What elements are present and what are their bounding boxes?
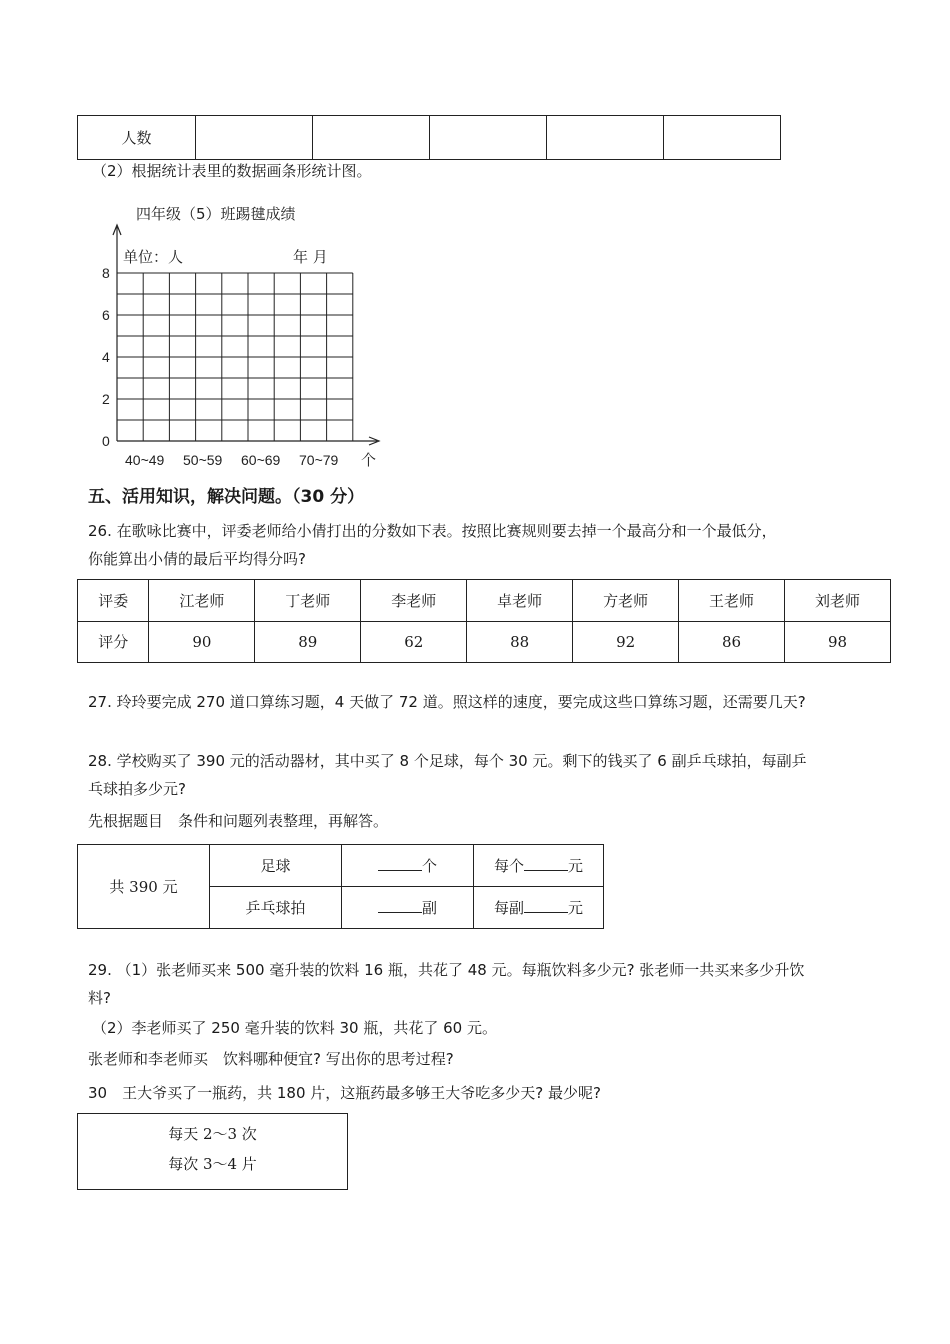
q25-part2-text: （2）根据统计表里的数据画条形统计图。 [92,162,372,180]
count-cell [342,887,474,929]
q30-info-box [77,1113,348,1190]
score-cell: 评分 [78,621,149,663]
total-cell: 共 390 元 [78,845,210,929]
score-cell: 92 [573,621,679,663]
chart-date-label: 年 月 [293,248,328,266]
header-cell: 丁老师 [255,580,361,622]
answer-blank[interactable] [378,856,422,871]
count-cell [342,845,474,887]
blank-cell [430,116,547,160]
answer-blank[interactable] [524,856,568,871]
x-tick-label: 70~79 [299,452,339,468]
blank-cell [196,116,313,160]
q29-line4: 张老师和李老师买 饮料哪种便宜? 写出你的思考过程? [88,1050,454,1068]
x-tick-label: 60~69 [241,452,281,468]
answer-blank[interactable] [378,898,422,913]
row-label-people: 人数 [78,116,196,160]
score-cell: 90 [149,621,255,663]
chart-unit-label: 单位：人 [123,248,184,266]
score-cell: 98 [785,621,891,663]
answer-blank[interactable] [524,898,568,913]
blank-cell [547,116,664,160]
chart-grid [117,273,353,441]
item-cell: 乒乓球拍 [210,887,342,929]
score-cell: 88 [467,621,573,663]
q29-line2: 料? [88,989,111,1007]
box-line-1: 每天 2～3 次 [168,1125,257,1143]
y-tick-label: 2 [102,391,110,407]
y-tick-label: 4 [102,349,110,365]
score-cell: 89 [255,621,361,663]
q28-organize-table [77,844,604,929]
prefix-text: 每副 [493,899,524,917]
blank-cell [313,116,430,160]
header-cell: 卓老师 [467,580,573,622]
prefix-text: 每个 [493,857,524,875]
section-5-title: 五、活用知识，解决问题。（30 分） [88,487,365,507]
y-tick-label: 6 [102,307,110,323]
score-cell: 86 [679,621,785,663]
unit-text: 元 [568,857,584,875]
stats-table [77,115,781,160]
blank-cell [664,116,781,160]
each-price-cell [474,887,604,929]
q26-line1: 26. 在歌咏比赛中，评委老师给小倩打出的分数如下表。按照比赛规则要去掉一个最高分和一个最低分， [88,522,777,540]
q30-text: 30 王大爷买了一瓶药，共 180 片，这瓶药最多够王大爷吃多少天? 最少呢? [88,1084,601,1102]
box-line-2: 每次 3～4 片 [168,1155,257,1173]
header-cell: 评委 [78,580,149,622]
y-tick-label: 8 [102,265,110,281]
bar-chart [90,195,390,475]
table-row [78,580,891,622]
each-price-cell [474,845,604,887]
q26-line2: 你能算出小倩的最后平均得分吗? [88,550,306,568]
y-tick-label: 0 [102,433,110,449]
q29-line3: （2）李老师买了 250 毫升装的饮料 30 瓶，共花了 60 元。 [92,1019,497,1037]
chart-x-ticks [125,452,339,468]
table-row [78,845,604,887]
chart-y-ticks [102,265,110,449]
q27-text: 27. 玲玲要完成 270 道口算练习题，4 天做了 72 道。照这样的速度，要完成这些口算练习题，还需要几天? [88,693,806,711]
chart-x-unit: 个 [361,451,377,469]
header-cell: 江老师 [149,580,255,622]
chart-title: 四年级（5）班踢毽成绩 [136,205,296,223]
unit-text: 副 [421,899,437,917]
x-tick-label: 40~49 [125,452,165,468]
unit-text: 元 [568,899,584,917]
q28-line2: 乓球拍多少元? [88,780,186,798]
unit-text: 个 [421,857,437,875]
header-cell: 方老师 [573,580,679,622]
item-cell: 足球 [210,845,342,887]
q29-line1: 29. （1）张老师买来 500 毫升装的饮料 16 瓶，共花了 48 元。每瓶饮料多少元? 张老师一共买来多少升饮 [88,961,805,979]
score-cell: 62 [361,621,467,663]
table-row [78,116,781,160]
header-cell: 李老师 [361,580,467,622]
header-cell: 刘老师 [785,580,891,622]
q26-score-table [77,579,891,663]
q28-line1: 28. 学校购买了 390 元的活动器材，其中买了 8 个足球，每个 30 元。剩下的钱买了 6 副乒乓球拍，每副乒 [88,752,807,770]
q28-line3: 先根据题目 条件和问题列表整理，再解答。 [88,812,389,830]
x-tick-label: 50~59 [183,452,223,468]
header-cell: 王老师 [679,580,785,622]
table-row [78,621,891,663]
